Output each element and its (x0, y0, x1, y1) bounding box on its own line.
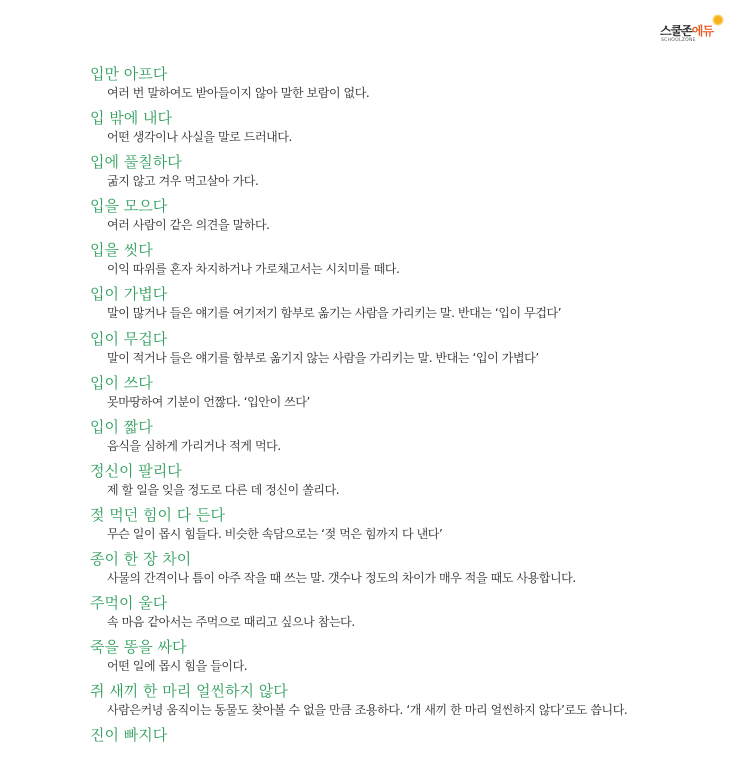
idiom-entry (90, 549, 730, 593)
idiom-term: 젖 먹던 힘이 다 든다 (90, 505, 225, 524)
idiom-definition: 여러 번 말하여도 받아들이지 않아 말한 보람이 없다. (107, 86, 370, 100)
idiom-entry (90, 240, 730, 284)
idiom-term: 주먹이 울다 (90, 594, 168, 613)
idiom-entry (90, 64, 730, 108)
idiom-term: 입이 가볍다 (90, 285, 168, 304)
idiom-definition: 어떤 일에 몹시 힘을 들이다. (107, 659, 248, 674)
logo-main-text: 스쿨존 (660, 24, 692, 38)
idiom-definition: 사물의 간격이나 틈이 아주 작을 때 쓰는 말. 갯수나 정도의 차이가 매우 적을 때도 사용합니다. (107, 571, 576, 586)
idiom-entry (90, 725, 730, 769)
idiom-entry (90, 505, 730, 549)
idiom-entry (90, 329, 730, 373)
idiom-term: 입 밖에 내다 (90, 109, 172, 128)
idiom-entry (90, 593, 730, 637)
idiom-definition: 여러 사람이 같은 의견을 말하다. (107, 218, 270, 233)
idiom-term: 죽을 똥을 싸다 (90, 638, 187, 657)
idiom-list (90, 64, 730, 770)
idiom-entry (90, 108, 730, 152)
idiom-term: 입이 짧다 (90, 417, 153, 436)
idiom-term: 입이 쓰다 (90, 373, 153, 392)
idiom-entry (90, 461, 730, 505)
idiom-term: 진이 빠지다 (90, 726, 168, 745)
idiom-definition: 음식을 심하게 가리거나 적게 먹다. (107, 438, 281, 453)
idiom-entry (90, 681, 730, 725)
idiom-term: 입을 씻다 (90, 241, 153, 260)
idiom-term: 종이 한 장 차이 (90, 550, 192, 569)
idiom-definition: 이익 따위를 혼자 차지하거나 가로채고서는 시치미를 떼다. (107, 262, 400, 277)
idiom-definition: 말이 적거나 들은 얘기를 함부로 옮기지 않는 사람을 가리키는 말. 반대는 ‘입이 가볍다’ (107, 350, 539, 365)
idiom-entry (90, 637, 730, 681)
idiom-definition: 무슨 일이 몹시 힘들다. 비슷한 속담으로는 ‘젖 먹은 힘까지 다 낸다’ (107, 526, 443, 541)
logo-subtext: SCHOOLZONE (661, 38, 696, 43)
idiom-term: 입만 아프다 (90, 65, 168, 83)
idiom-entry (90, 417, 730, 461)
idiom-definition: 제 할 일을 잊을 정도로 다른 데 정신이 쏠리다. (107, 482, 340, 497)
idiom-entry (90, 284, 730, 328)
idiom-definition: 어떤 생각이나 사실을 말로 드러내다. (107, 130, 292, 145)
schoolzone-edu-logo (660, 20, 728, 50)
idiom-term: 입에 풀칠하다 (90, 153, 182, 172)
idiom-term: 입이 무겁다 (90, 329, 168, 348)
idiom-term: 쥐 새끼 한 마리 얼씬하지 않다 (90, 682, 288, 701)
idiom-entry (90, 196, 730, 240)
idiom-definition: 말이 많거나 들은 얘기를 여기저기 함부로 옮기는 사람을 가리키는 말. 반대는 ‘입이 무겁다’ (107, 306, 562, 321)
idiom-definition: 못마땅하여 기분이 언짢다. ‘입안이 쓰다’ (107, 394, 310, 409)
logo-text (660, 22, 713, 39)
idiom-entry (90, 152, 730, 196)
idiom-definition: 굶지 않고 겨우 먹고살아 가다. (107, 174, 259, 189)
logo-accent-text: 에듀 (691, 24, 713, 38)
idiom-term: 정신이 팔리다 (90, 461, 182, 480)
idiom-definition (90, 745, 730, 763)
idiom-term: 입을 모으다 (90, 197, 168, 216)
idiom-definition: 사람은커녕 움직이는 동물도 찾아볼 수 없을 만큼 조용하다. ‘개 새끼 한 마리 얼씬하지 않다’로도 씁니다. (107, 703, 628, 718)
idiom-definition: 속 마음 같아서는 주먹으로 때리고 싶으나 참는다. (107, 615, 355, 630)
idiom-entry (90, 373, 730, 417)
sun-icon (714, 16, 722, 24)
